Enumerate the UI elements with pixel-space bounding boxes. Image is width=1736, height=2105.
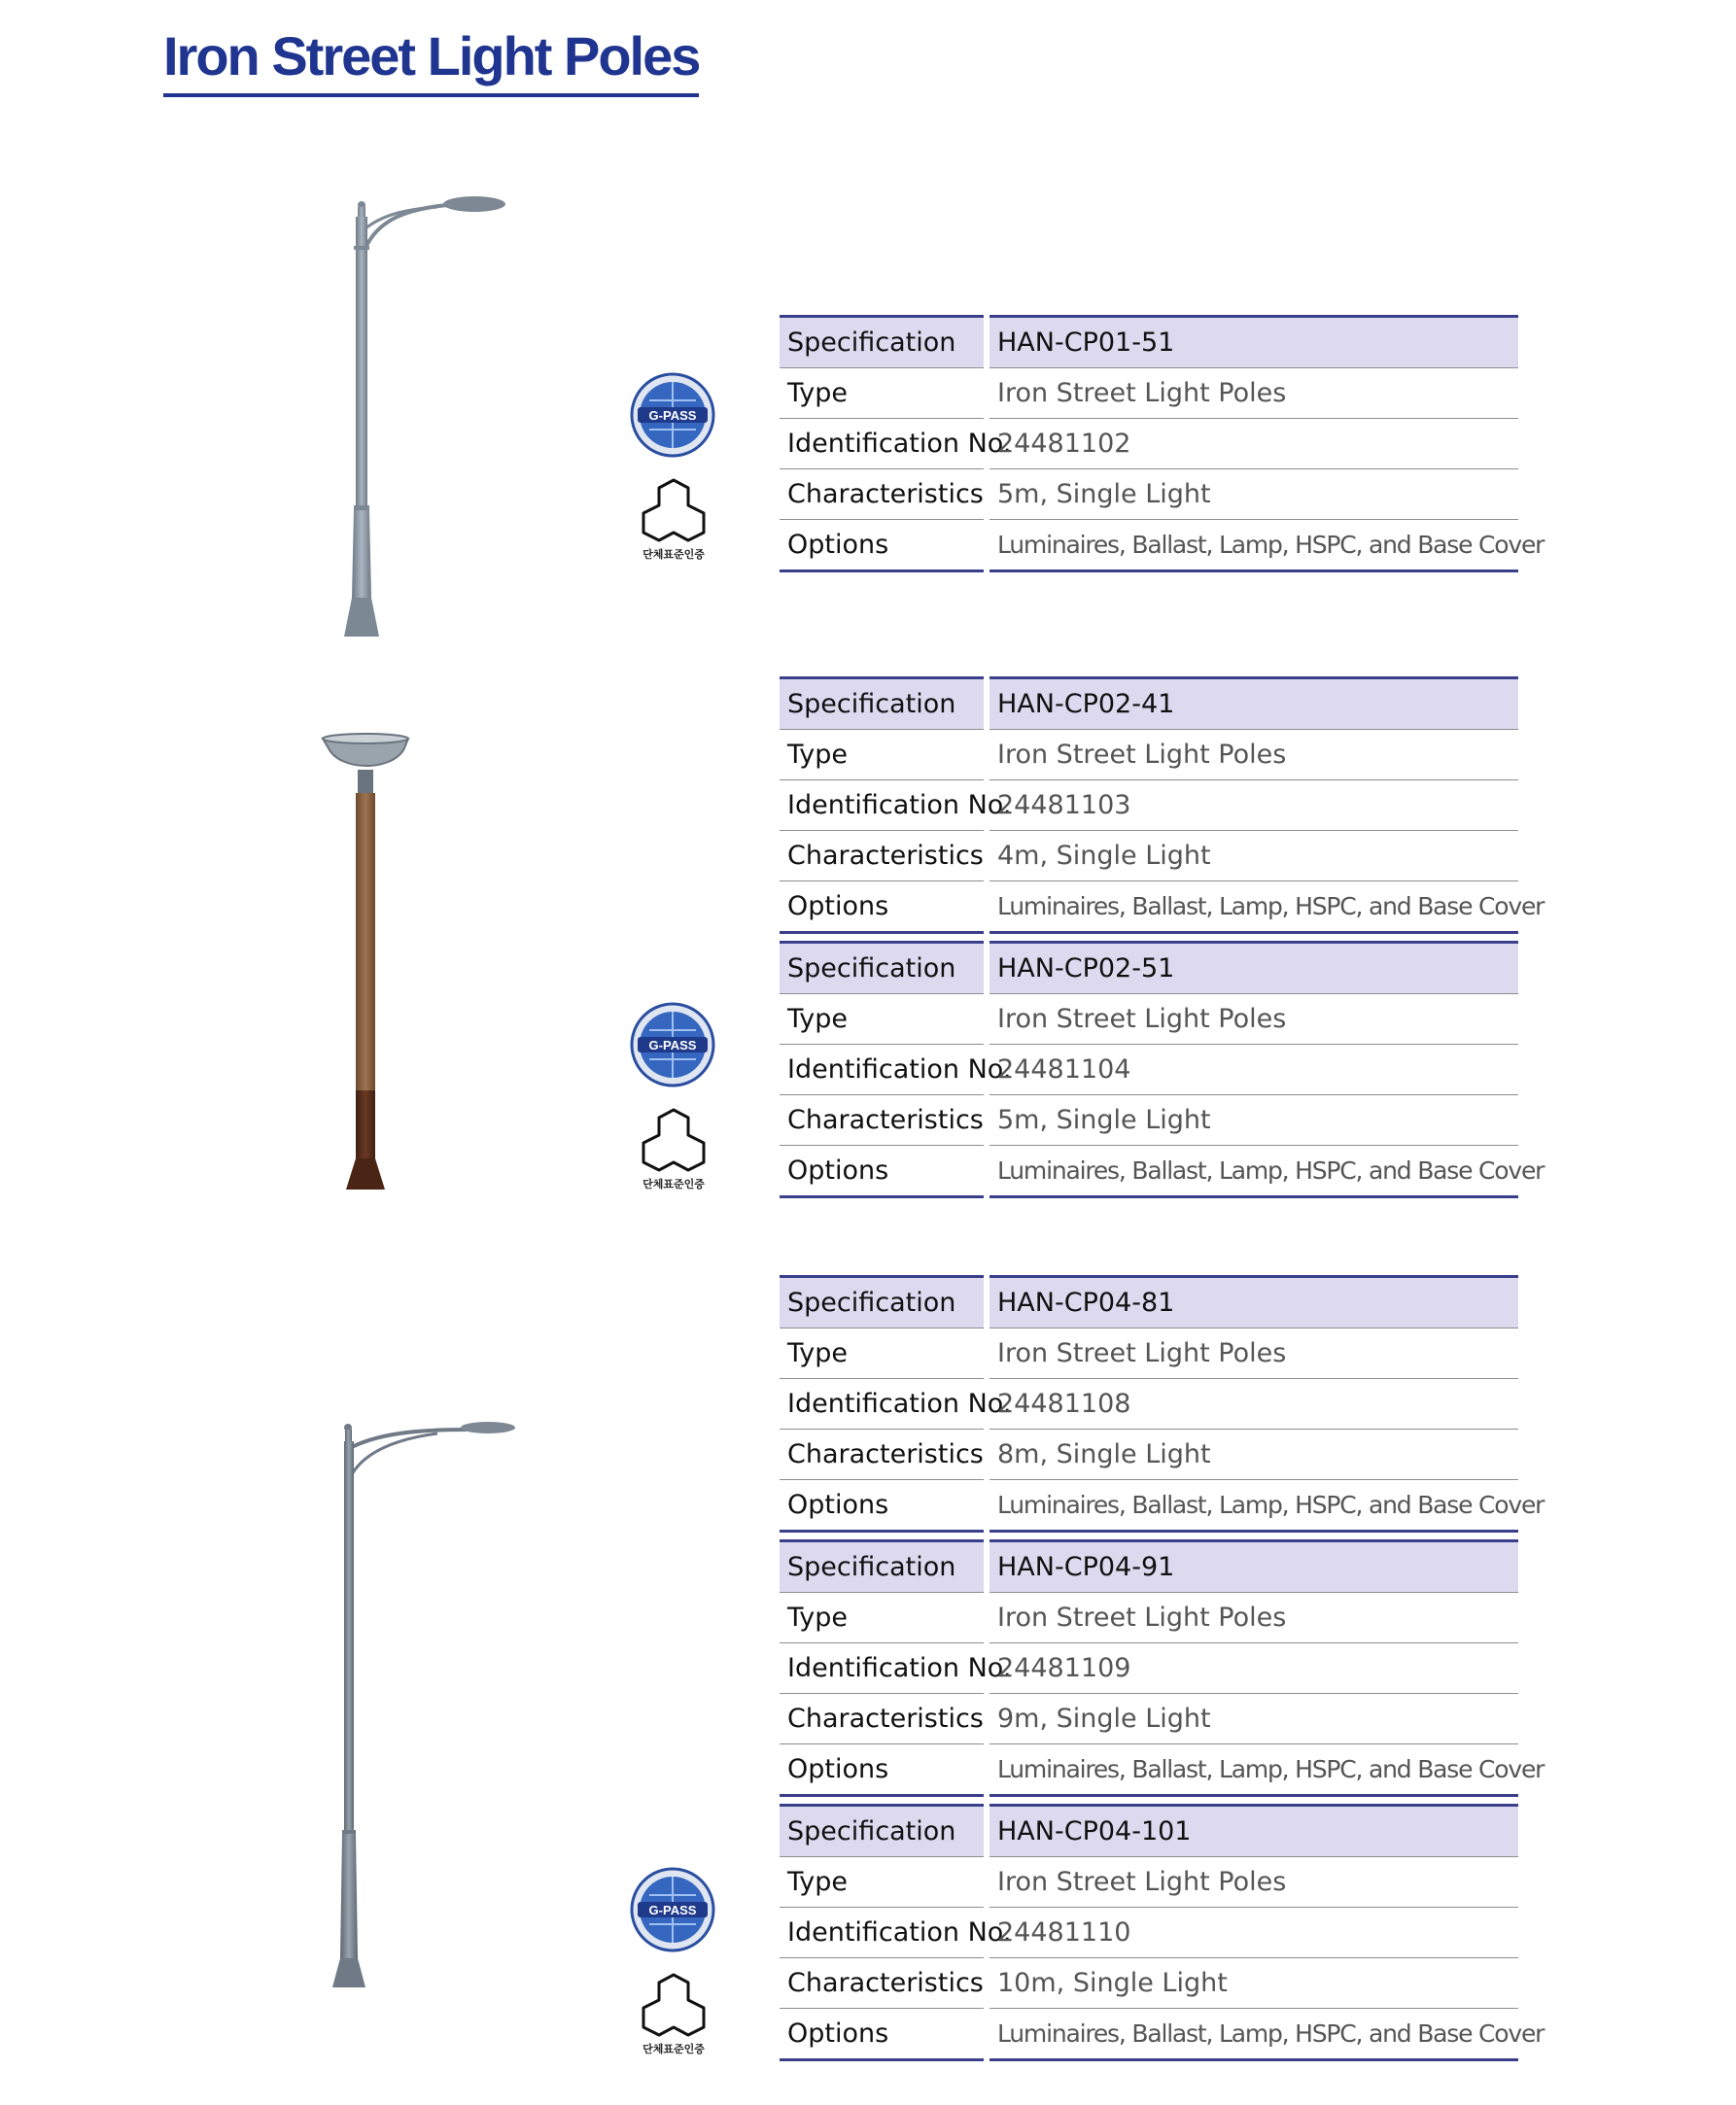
- group-standard-cert-icon: [630, 1971, 717, 2058]
- id-label: Identification No.: [780, 1908, 987, 1958]
- opt-value: Luminaires, Ballast, Lamp, HSPC, and Base Cover: [987, 1146, 1518, 1197]
- id-label: Identification No.: [780, 419, 987, 469]
- spec-table: [780, 676, 1545, 934]
- opt-value: Luminaires, Ballast, Lamp, HSPC, and Base Cover: [987, 1744, 1518, 1796]
- id-value: 24481109: [987, 1643, 1518, 1694]
- gpass-logo: [630, 1001, 715, 1088]
- certification-badges: [630, 1001, 717, 1195]
- opt-label: Options: [780, 881, 987, 933]
- opt-label: Options: [780, 1480, 987, 1532]
- char-label: Characteristics: [780, 469, 987, 520]
- spec-value: HAN-CP01-51: [987, 317, 1518, 368]
- opt-value: Luminaires, Ballast, Lamp, HSPC, and Base Cover: [987, 881, 1518, 933]
- char-label: Characteristics: [780, 1694, 987, 1744]
- opt-value: Luminaires, Ballast, Lamp, HSPC, and Base Cover: [987, 520, 1518, 571]
- char-label: Characteristics: [780, 1430, 987, 1480]
- opt-value: Luminaires, Ballast, Lamp, HSPC, and Base Cover: [987, 2009, 1518, 2060]
- id-value: 24481103: [987, 780, 1518, 831]
- char-value: 4m, Single Light: [987, 831, 1518, 881]
- id-value: 24481104: [987, 1045, 1518, 1095]
- type-label: Type: [780, 730, 987, 780]
- id-label: Identification No.: [780, 780, 987, 831]
- page-title: Iron Street Light Poles: [163, 21, 699, 97]
- char-value: 10m, Single Light: [987, 1958, 1518, 2009]
- opt-label: Options: [780, 2009, 987, 2060]
- char-value: 8m, Single Light: [987, 1430, 1518, 1480]
- type-value: Iron Street Light Poles: [987, 1857, 1518, 1908]
- spec-value: HAN-CP04-101: [987, 1806, 1518, 1857]
- spec-table: [780, 1539, 1545, 1797]
- spec-label: Specification: [780, 1541, 987, 1593]
- gpass-text: G-PASS: [648, 1038, 697, 1052]
- spec-label: Specification: [780, 943, 987, 994]
- char-label: Characteristics: [780, 1958, 987, 2009]
- type-label: Type: [780, 1857, 987, 1908]
- opt-label: Options: [780, 1146, 987, 1197]
- spec-table: [780, 315, 1545, 572]
- cert-label: 단체표준인증: [642, 1178, 705, 1191]
- street-light-pole-image: [321, 1414, 535, 1997]
- spec-value: HAN-CP02-51: [987, 943, 1518, 994]
- type-label: Type: [780, 1329, 987, 1379]
- id-value: 24481110: [987, 1908, 1518, 1958]
- char-label: Characteristics: [780, 831, 987, 881]
- id-label: Identification No.: [780, 1379, 987, 1430]
- type-label: Type: [780, 1593, 987, 1643]
- spec-label: Specification: [780, 1806, 987, 1857]
- opt-label: Options: [780, 1744, 987, 1796]
- type-label: Type: [780, 994, 987, 1045]
- cert-label: 단체표준인증: [642, 2043, 705, 2055]
- spec-value: HAN-CP04-91: [987, 1541, 1518, 1593]
- spec-table: [780, 1275, 1545, 1533]
- id-label: Identification No.: [780, 1643, 987, 1694]
- type-value: Iron Street Light Poles: [987, 994, 1518, 1045]
- gpass-logo: [630, 1866, 715, 1953]
- street-light-pole-image: [330, 190, 525, 651]
- opt-value: Luminaires, Ballast, Lamp, HSPC, and Base Cover: [987, 1480, 1518, 1532]
- spec-value: HAN-CP02-41: [987, 678, 1518, 730]
- certification-badges: [630, 1866, 717, 2060]
- type-label: Type: [780, 368, 987, 419]
- spec-table: [780, 1804, 1545, 2061]
- type-value: Iron Street Light Poles: [987, 368, 1518, 419]
- gpass-text: G-PASS: [648, 1903, 697, 1917]
- id-value: 24481108: [987, 1379, 1518, 1430]
- gpass-logo: [630, 371, 715, 459]
- certification-badges: [630, 371, 717, 566]
- type-value: Iron Street Light Poles: [987, 1593, 1518, 1643]
- street-light-pole-image: [321, 731, 418, 1192]
- type-value: Iron Street Light Poles: [987, 1329, 1518, 1379]
- group-standard-cert-icon: [630, 1106, 717, 1193]
- char-label: Characteristics: [780, 1095, 987, 1146]
- spec-value: HAN-CP04-81: [987, 1277, 1518, 1329]
- type-value: Iron Street Light Poles: [987, 730, 1518, 780]
- group-standard-cert-icon: [630, 476, 717, 564]
- cert-label: 단체표준인증: [642, 548, 705, 561]
- spec-label: Specification: [780, 317, 987, 368]
- opt-label: Options: [780, 520, 987, 571]
- gpass-text: G-PASS: [648, 408, 697, 423]
- id-label: Identification No.: [780, 1045, 987, 1095]
- spec-table: [780, 941, 1545, 1198]
- char-value: 5m, Single Light: [987, 1095, 1518, 1146]
- spec-label: Specification: [780, 678, 987, 730]
- spec-label: Specification: [780, 1277, 987, 1329]
- id-value: 24481102: [987, 419, 1518, 469]
- char-value: 9m, Single Light: [987, 1694, 1518, 1744]
- char-value: 5m, Single Light: [987, 469, 1518, 520]
